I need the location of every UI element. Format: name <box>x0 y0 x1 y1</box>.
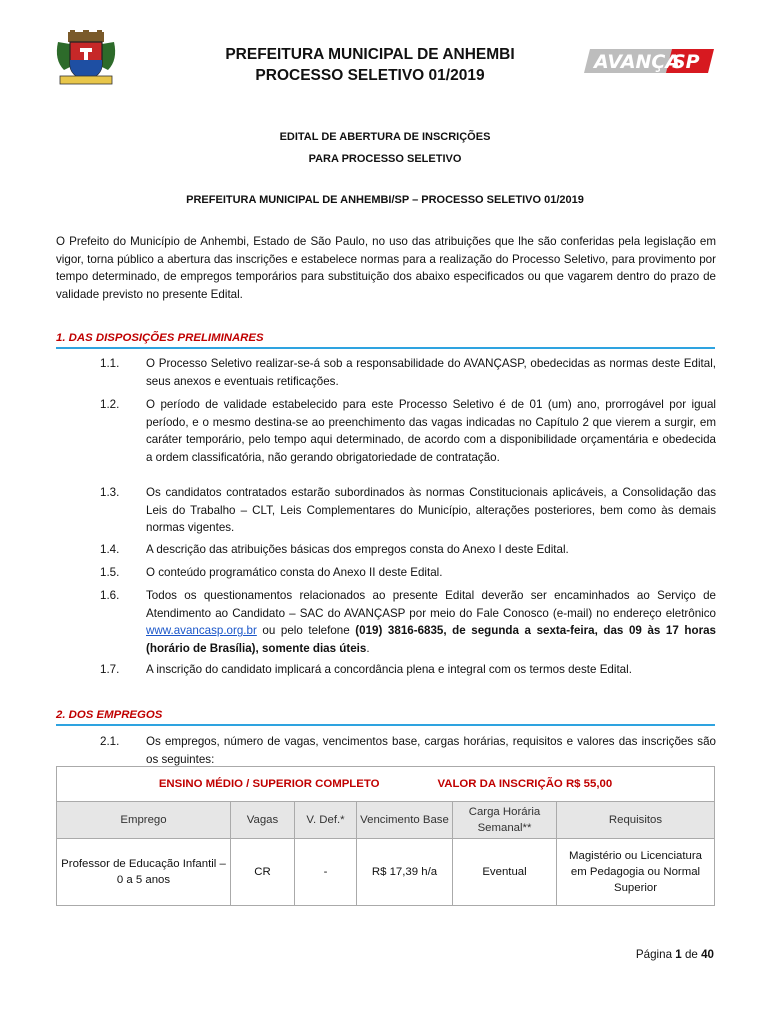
column-header-emprego: Emprego <box>57 802 231 839</box>
contact-phone-hours: (019) 3816-6835, de segunda a sexta-feira, das 09 às 17 horas (horário de Brasília), somente dias úteis <box>146 624 716 655</box>
item-number: 2.1. <box>100 735 120 748</box>
page-of-word: de <box>684 948 698 961</box>
item-text: Os empregos, número de vagas, vencimentos base, cargas horárias, requisitos e valores das inscrições são os seguintes: <box>146 735 716 766</box>
table-header-row <box>57 802 715 839</box>
registration-fee-caption: VALOR DA INSCRIÇÃO R$ 55,00 <box>437 778 613 790</box>
list-item <box>100 661 716 679</box>
header-title-line2: PROCESSO SELETIVO 01/2019 <box>255 67 485 84</box>
section2-heading: 2. DOS EMPREGOS <box>56 709 715 726</box>
column-header-vencimento: Vencimento Base <box>357 802 453 839</box>
item-number: 1.7. <box>100 663 120 676</box>
item-text-part: Todos os questionamentos relacionados ao presente Edital deverão ser encaminhados ao Serviço de Atendimento ao Candidato – SAC do AVANÇASP por meio do Fale Conosco (e-mail) no endereço eletrônico <box>146 589 716 620</box>
list-item <box>100 484 716 537</box>
item-text <box>146 587 716 657</box>
list-item <box>100 355 716 390</box>
column-header-requisitos: Requisitos <box>557 802 715 839</box>
list-item <box>100 587 716 657</box>
table-caption <box>57 767 715 802</box>
intro-paragraph: O Prefeito do Município de Anhembi, Estado de São Paulo, no uso das atribuições que lhe são conferidas pela legislação em vigor, torna público a abertura das inscrições e estabelece normas para a realização do Processo Seletivo, para provimento por tempo determinado, de empregos temporários para substituição dos abaixo especificados ou que vagarem dentro do prazo de validade previsto no presente Edital. <box>56 235 716 301</box>
list-item <box>100 564 716 582</box>
list-item <box>100 541 716 559</box>
page-total: 40 <box>701 948 714 961</box>
item-number: 1.5. <box>100 566 120 579</box>
item-text: A inscrição do candidato implicará a concordância plena e integral com os termos deste Edital. <box>146 663 632 676</box>
cell-vagas-deficientes: - <box>295 839 357 906</box>
item-number: 1.2. <box>100 398 120 411</box>
document-header-title <box>150 44 590 86</box>
item-number: 1.3. <box>100 486 120 499</box>
item-text: O conteúdo programático consta do Anexo II deste Edital. <box>146 566 443 579</box>
education-level-caption: ENSINO MÉDIO / SUPERIOR COMPLETO <box>158 778 380 790</box>
list-item <box>100 733 716 768</box>
avancasp-logo-graphic <box>584 47 714 75</box>
item-number: 1.1. <box>100 357 120 370</box>
cell-requisitos: Magistério ou Licenciatura em Pedagogia ou Normal Superior <box>557 839 715 906</box>
edital-subheading: PREFEITURA MUNICIPAL DE ANHEMBI/SP – PROCESSO SELETIVO 01/2019 <box>186 194 584 206</box>
municipal-crest-icon <box>54 30 118 86</box>
edital-heading-line2: PARA PROCESSO SELETIVO <box>308 153 462 165</box>
page-number <box>636 948 714 961</box>
avancasp-logo <box>584 47 714 75</box>
column-header-vagas-deficientes: V. Def.* <box>295 802 357 839</box>
header-title-line1: PREFEITURA MUNICIPAL DE ANHEMBI <box>225 46 515 63</box>
item-text-part: . <box>366 641 370 655</box>
section1-heading: 1. DAS DISPOSIÇÕES PRELIMINARES <box>56 332 715 349</box>
page-current: 1 <box>675 948 682 961</box>
edital-heading-line1: EDITAL DE ABERTURA DE INSCRIÇÕES <box>279 131 491 143</box>
list-item <box>100 396 716 466</box>
table-caption-row <box>57 767 715 802</box>
brand-prefix: AVANÇA <box>594 51 681 73</box>
item-text: A descrição das atribuições básicas dos empregos consta do Anexo I deste Edital. <box>146 543 569 556</box>
jobs-table <box>56 766 715 906</box>
table-row <box>57 839 715 906</box>
page-word: Página <box>635 948 673 961</box>
column-header-vagas: Vagas <box>231 802 295 839</box>
item-number: 1.6. <box>100 589 120 602</box>
brand-suffix: SP <box>672 51 700 73</box>
item-number: 1.4. <box>100 543 120 556</box>
cell-emprego: Professor de Educação Infantil – 0 a 5 anos <box>57 839 231 906</box>
item-text: O período de validade estabelecido para este Processo Seletivo é de 01 (um) ano, prorrogável por igual período, e o mesmo destina-se ao preenchimento das vagas indicadas no Capítulo 2 que vierem a surgir, em caráter temporário, pelo tempo aqui determinado, de acordo com a disponibilidade orçamentária e obedecida a ordem classificatória, não gerando obrigatoriedade de contratação. <box>146 398 716 464</box>
cell-carga-horaria: Eventual <box>453 839 557 906</box>
item-text: Os candidatos contratados estarão subordinados às normas Constitucionais aplicáveis, a Consolidação das Leis do Trabalho – CLT, Leis Complementares do Município, alterações posteriores, bem como às demais normas vigentes. <box>146 486 716 535</box>
item-text: O Processo Seletivo realizar-se-á sob a responsabilidade do AVANÇASP, obedecidas as normas deste Edital, seus anexos e eventuais retificações. <box>146 357 716 388</box>
cell-vencimento: R$ 17,39 h/a <box>357 839 453 906</box>
avancasp-website-link[interactable]: www.avancasp.org.br <box>146 624 257 638</box>
item-text-part: ou pelo telefone <box>256 624 356 638</box>
column-header-carga-horaria: Carga Horária Semanal** <box>453 802 557 839</box>
cell-vagas: CR <box>231 839 295 906</box>
